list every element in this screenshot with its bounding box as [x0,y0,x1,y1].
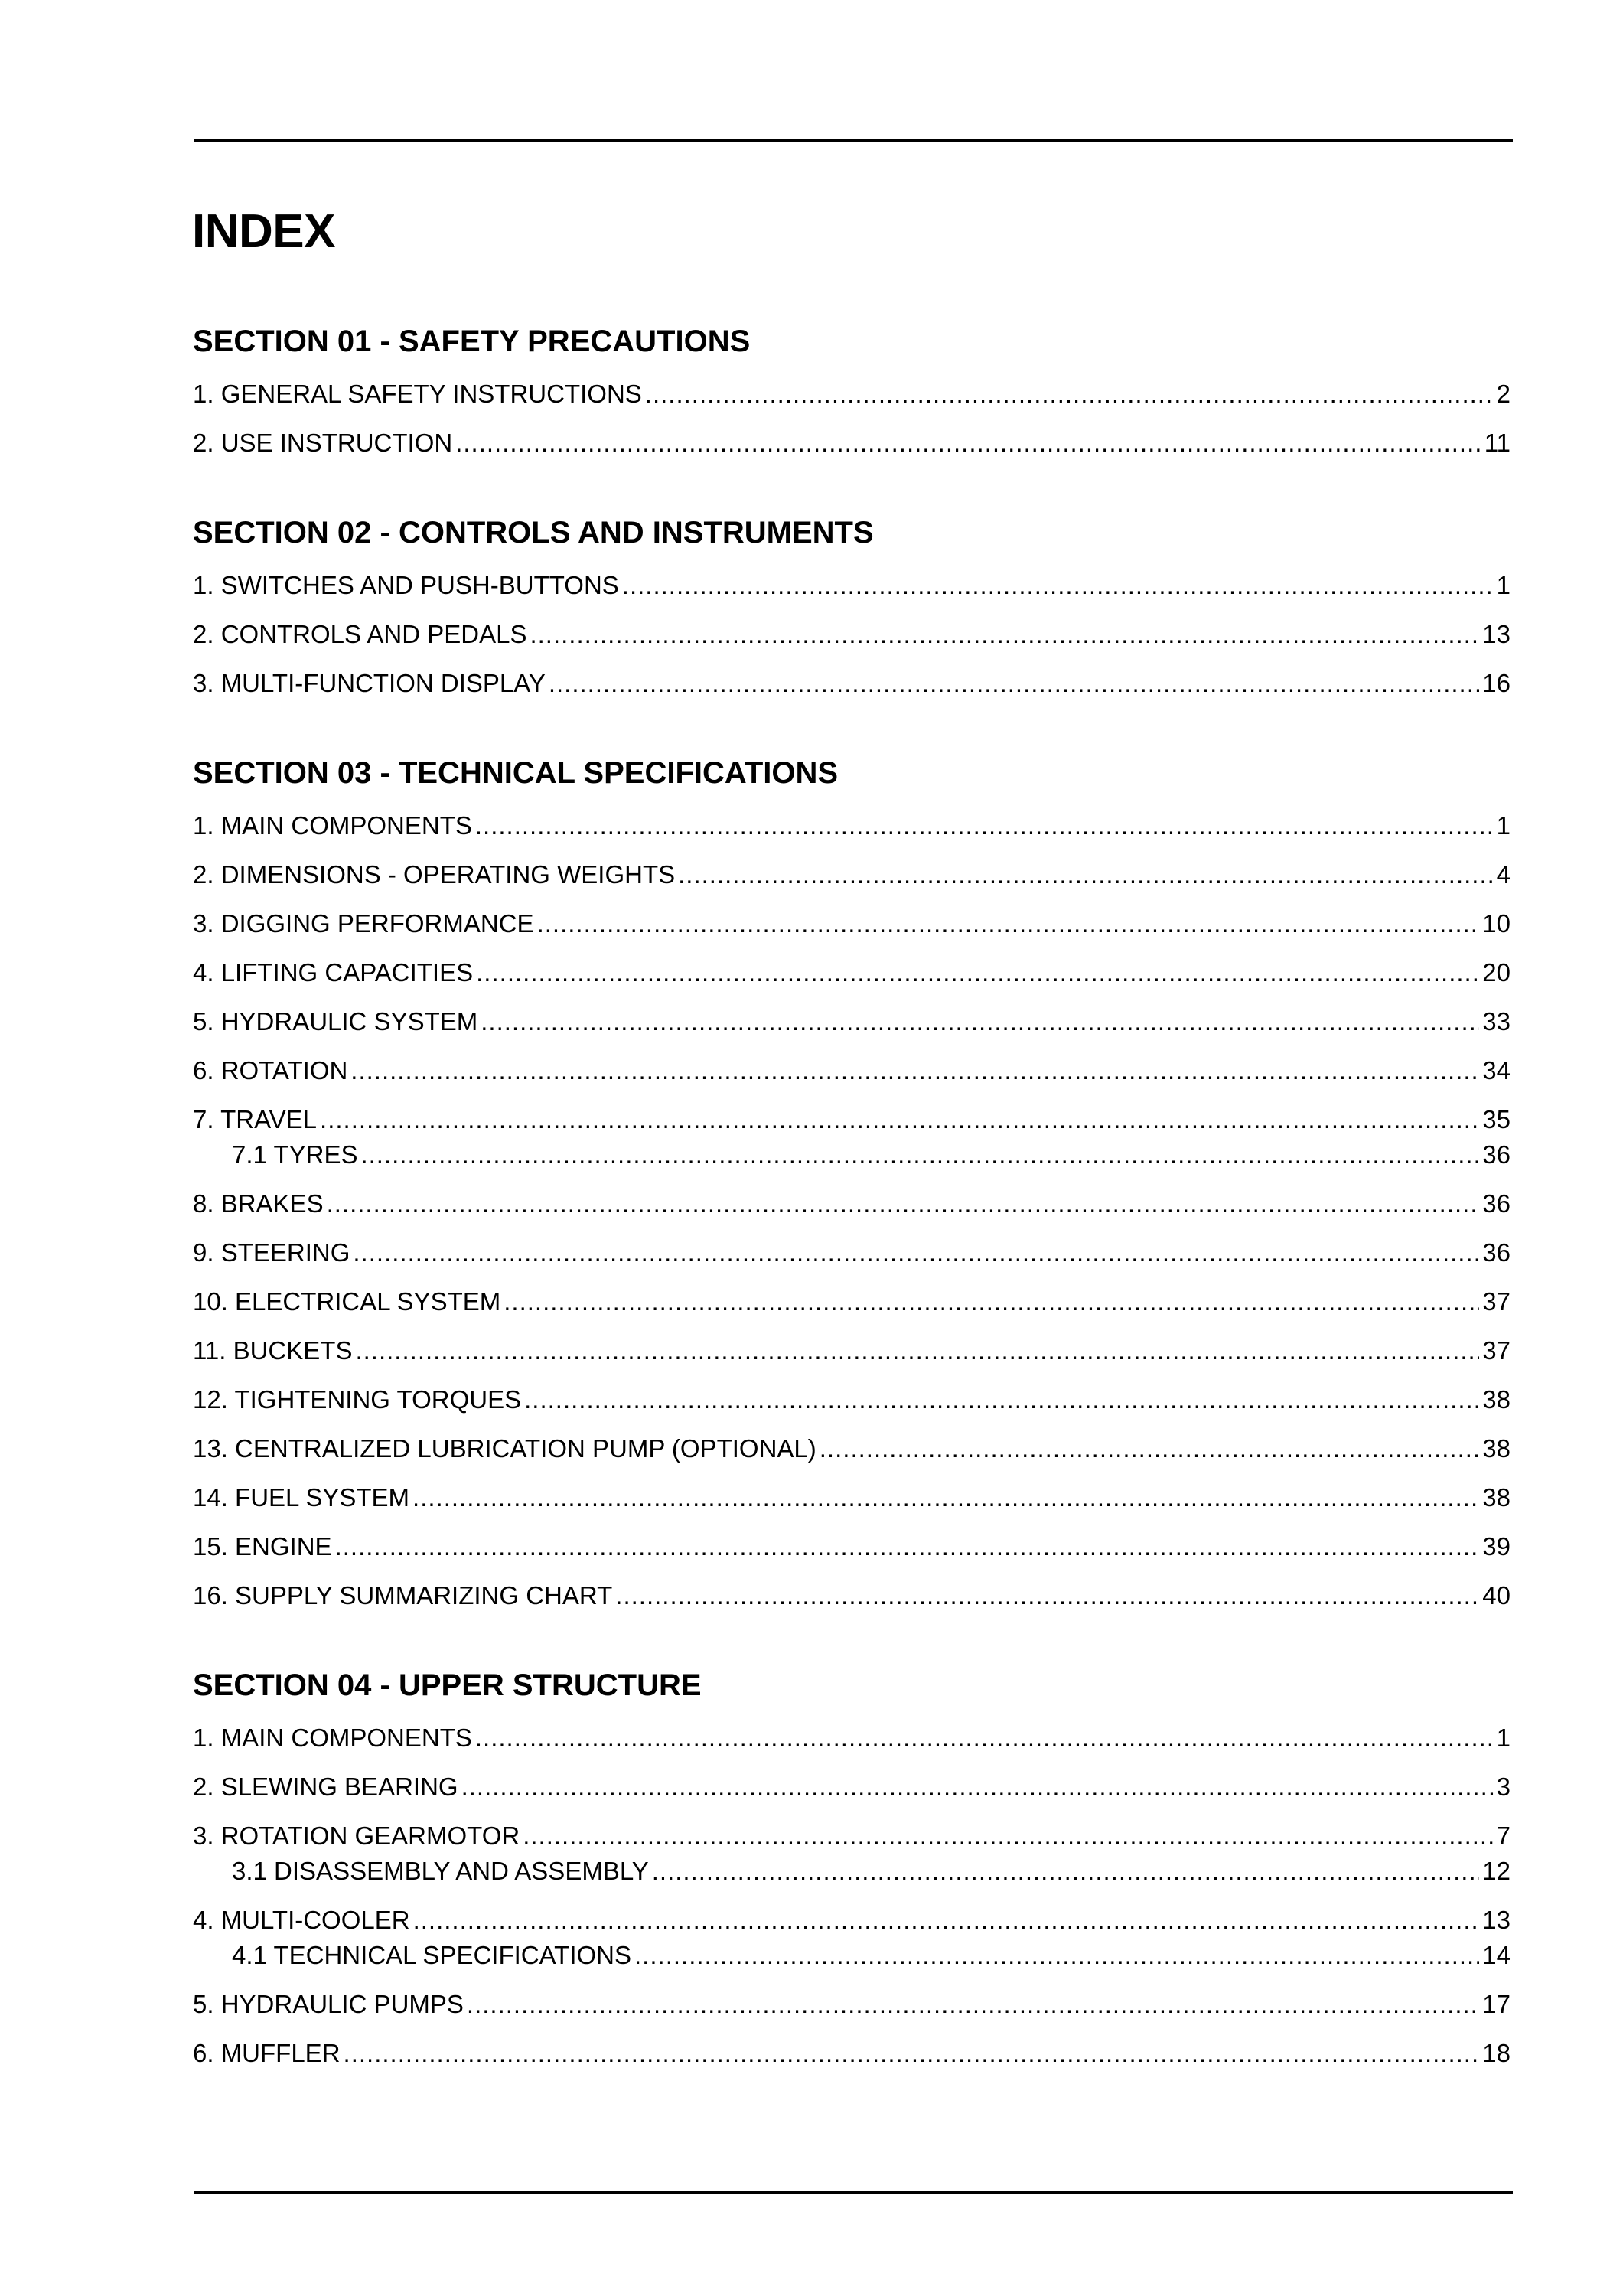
dot-leader [652,1856,1480,1887]
toc-entry[interactable] [193,1433,1511,1464]
toc-entry[interactable] [193,1531,1511,1562]
toc-entry[interactable] [193,1772,1511,1802]
dot-leader [615,1580,1479,1611]
toc-entry-label: 7. TRAVEL [193,1105,318,1133]
dot-leader [523,1821,1493,1851]
section-03-heading: SECTION 03 - TECHNICAL SPECIFICATIONS [193,756,839,790]
toc-entry-page: 16 [1482,669,1511,697]
dot-leader [327,1189,1480,1219]
dot-leader [461,1772,1494,1802]
toc-entry-label: 15. ENGINE [193,1532,332,1561]
toc-entry[interactable] [193,668,1511,699]
toc-entry-page: 37 [1482,1336,1511,1365]
toc-entry[interactable] [193,1821,1511,1851]
toc-entry-page: 13 [1482,1906,1511,1934]
toc-entry[interactable] [193,1104,1511,1135]
header-rule [194,139,1513,142]
toc-entry-label: 2. DIMENSIONS - OPERATING WEIGHTS [193,860,676,889]
toc-entry[interactable] [193,859,1511,890]
toc-entry-page: 20 [1482,958,1511,987]
toc-entry-label: 3. DIGGING PERFORMANCE [193,909,534,938]
toc-entry-page: 3 [1496,1773,1511,1801]
toc-entry[interactable] [193,2038,1511,2069]
toc-entry[interactable] [193,570,1511,601]
toc-entry-label: 2. SLEWING BEARING [193,1773,458,1801]
toc-entry[interactable] [193,1384,1511,1415]
dot-leader [353,1238,1479,1268]
dot-leader [455,428,1481,458]
dot-leader [481,1006,1479,1037]
toc-subentry[interactable] [232,1940,1511,1971]
dot-leader [476,957,1479,988]
toc-entry-label: 1. MAIN COMPONENTS [193,811,472,840]
toc-entry-label: 16. SUPPLY SUMMARIZING CHART [193,1581,613,1609]
toc-entry-page: 34 [1482,1056,1511,1084]
dot-leader [320,1104,1479,1135]
dot-leader [360,1140,1479,1170]
dot-leader [355,1336,1479,1366]
toc-entry-label: 14. FUEL SYSTEM [193,1483,410,1512]
toc-entry-label: 1. SWITCHES AND PUSH-BUTTONS [193,571,619,599]
toc-entry[interactable] [193,1723,1511,1753]
toc-subentry[interactable] [232,1140,1511,1170]
toc-entry-page: 39 [1482,1532,1511,1561]
toc-entry[interactable] [193,379,1511,409]
toc-entry-page: 2 [1496,380,1511,408]
toc-entry[interactable] [193,1238,1511,1268]
toc-entry-page: 36 [1482,1189,1511,1218]
dot-leader [645,379,1494,409]
dot-leader [344,2038,1480,2069]
toc-entry[interactable] [193,1336,1511,1366]
toc-entry[interactable] [193,957,1511,988]
dot-leader [622,570,1494,601]
toc-entry[interactable] [193,908,1511,939]
toc-entry-page: 7 [1496,1821,1511,1850]
toc-entry[interactable] [193,1989,1511,2020]
dot-leader [537,908,1480,939]
toc-entry[interactable] [193,1055,1511,1086]
toc-entry-page: 38 [1482,1434,1511,1463]
dot-leader [678,859,1494,890]
toc-entry-page: 36 [1482,1140,1511,1169]
toc-entry-page: 11 [1484,429,1511,457]
toc-entry-label: 4.1 TECHNICAL SPECIFICATIONS [232,1941,632,1969]
toc-entry-page: 1 [1496,811,1511,840]
toc-entry-label: 6. MUFFLER [193,2039,341,2067]
toc-entry-page: 36 [1482,1238,1511,1267]
toc-entry-label: 5. HYDRAULIC SYSTEM [193,1007,478,1035]
toc-entry[interactable] [193,1287,1511,1317]
toc-entry-page: 4 [1496,860,1511,889]
dot-leader [504,1287,1479,1317]
toc-entry-label: 7.1 TYRES [232,1140,358,1169]
section-04-heading: SECTION 04 - UPPER STRUCTURE [193,1668,702,1702]
toc-entry-page: 33 [1482,1007,1511,1035]
toc-entry-label: 3.1 DISASSEMBLY AND ASSEMBLY [232,1857,649,1885]
toc-entry-page: 12 [1482,1857,1511,1885]
toc-entry-label: 1. MAIN COMPONENTS [193,1724,472,1752]
toc-entry[interactable] [193,1580,1511,1611]
dot-leader [413,1905,1480,1936]
dot-leader [634,1940,1479,1971]
toc-entry-page: 17 [1482,1990,1511,2018]
section-01-heading: SECTION 01 - SAFETY PRECAUTIONS [193,325,751,358]
toc-entry-page: 35 [1482,1105,1511,1133]
toc-entry-label: 1. GENERAL SAFETY INSTRUCTIONS [193,380,642,408]
toc-entry-page: 18 [1482,2039,1511,2067]
toc-entry[interactable] [193,428,1511,458]
dot-leader [335,1531,1480,1562]
dot-leader [412,1482,1479,1513]
toc-entry-page: 14 [1482,1941,1511,1969]
toc-entry-label: 9. STEERING [193,1238,350,1267]
toc-entry-page: 38 [1482,1483,1511,1512]
dot-leader [524,1384,1479,1415]
toc-entry-label: 4. MULTI-COOLER [193,1906,410,1934]
toc-entry[interactable] [193,810,1511,841]
toc-entry-page: 40 [1482,1581,1511,1609]
section-02-heading: SECTION 02 - CONTROLS AND INSTRUMENTS [193,516,874,550]
toc-subentry[interactable] [232,1856,1511,1887]
toc-entry[interactable] [193,619,1511,650]
dot-leader [475,810,1494,841]
toc-entry-label: 3. ROTATION GEARMOTOR [193,1821,520,1850]
dot-leader [475,1723,1494,1753]
toc-entry-label: 2. CONTROLS AND PEDALS [193,620,527,648]
toc-entry-page: 13 [1482,620,1511,648]
toc-entry-page: 1 [1496,1724,1511,1752]
dot-leader [820,1433,1480,1464]
dot-leader [530,619,1479,650]
toc-entry-page: 37 [1482,1287,1511,1316]
toc-entry[interactable] [193,1189,1511,1219]
dot-leader [549,668,1479,699]
toc-entry-page: 10 [1482,909,1511,938]
toc-entry-page: 38 [1482,1385,1511,1414]
toc-entry-label: 4. LIFTING CAPACITIES [193,958,474,987]
toc-entry-label: 5. HYDRAULIC PUMPS [193,1990,464,2018]
toc-entry-label: 6. ROTATION [193,1056,348,1084]
toc-entry-label: 8. BRAKES [193,1189,324,1218]
toc-entry[interactable] [193,1006,1511,1037]
toc-entry-page: 1 [1496,571,1511,599]
toc-entry-label: 13. CENTRALIZED LUBRICATION PUMP (OPTIONAL) [193,1434,816,1463]
toc-entry-label: 12. TIGHTENING TORQUES [193,1385,522,1414]
footer-rule [194,2191,1513,2194]
toc-entry[interactable] [193,1482,1511,1513]
toc-entry-label: 3. MULTI-FUNCTION DISPLAY [193,669,546,697]
toc-entry-label: 2. USE INSTRUCTION [193,429,453,457]
toc-entry-label: 11. BUCKETS [193,1336,353,1365]
dot-leader [350,1055,1479,1086]
dot-leader [467,1989,1479,2020]
toc-entry-label: 10. ELECTRICAL SYSTEM [193,1287,501,1316]
index-title: INDEX [192,205,335,258]
toc-entry[interactable] [193,1905,1511,1936]
